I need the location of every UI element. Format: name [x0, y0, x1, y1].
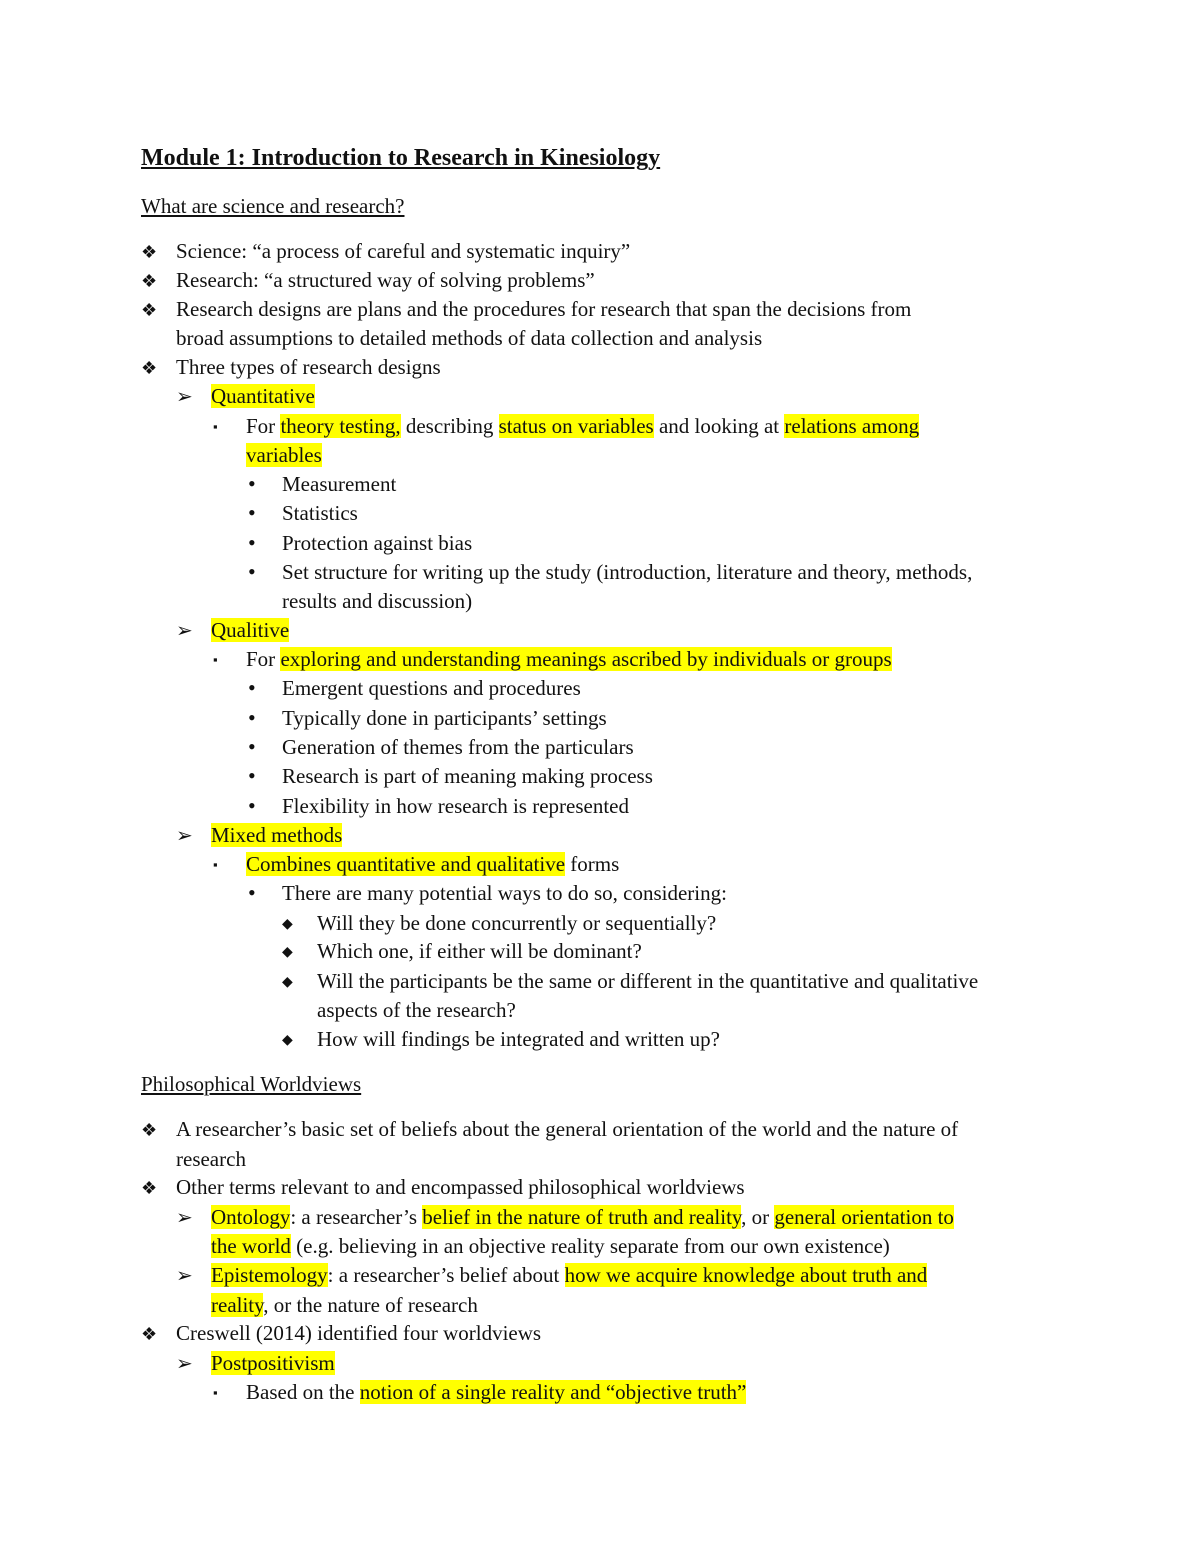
epistemology-line1: Epistemology: a researcher’s belief about how we acquire knowledge about truth and [211, 1263, 928, 1287]
ontology-line1: Ontology: a researcher’s belief in the nature of truth and reality, or general orientation to [211, 1205, 954, 1229]
bullet-level4: • [248, 734, 256, 759]
mixed-combines: Combines quantitative and qualitative forms [246, 852, 620, 876]
bullet-level2: ➢ [176, 386, 193, 408]
mixed-question-line1: Will the participants be the same or different in the quantitative and qualitative [317, 969, 979, 993]
quant-item-measurement: Measurement [282, 472, 397, 496]
qualitive-label: Qualitive [211, 618, 290, 642]
qual-item: Generation of themes from the particulars [282, 735, 634, 759]
bullet-level4: • [248, 763, 256, 788]
bullet-level4: • [248, 559, 256, 584]
bullet-level3: ▪ [213, 419, 218, 434]
quantitative-for-line2: variables [246, 443, 322, 467]
section-heading-worldviews: Philosophical Worldviews [141, 1072, 362, 1096]
qual-item: Typically done in participants’ settings [282, 706, 607, 730]
quant-item-statistics: Statistics [282, 501, 358, 525]
research-designs-line2: broad assumptions to detailed methods of data collection and analysis [176, 326, 763, 350]
quantitative-label: Quantitative [211, 384, 315, 408]
bullet-level3: ▪ [213, 1385, 218, 1400]
quant-item-structure-line2: results and discussion) [282, 589, 473, 613]
mixed-methods-label: Mixed methods [211, 823, 343, 847]
bullet-level5: ◆ [282, 975, 293, 990]
bullet-level2: ➢ [176, 1353, 193, 1375]
postpositivism-label: Postpositivism [211, 1351, 335, 1375]
bullet-level2: ➢ [176, 825, 193, 847]
quant-item-bias: Protection against bias [282, 531, 473, 555]
bullet-level2: ➢ [176, 1207, 193, 1229]
bullet-level5: ◆ [282, 1033, 293, 1048]
postpositivism-based: Based on the notion of a single reality and “objective truth” [246, 1380, 747, 1404]
bullet-level4: • [248, 500, 256, 525]
ontology-line2: the world (e.g. believing in an objective reality separate from our own existence) [211, 1234, 890, 1258]
bullet-level4: • [248, 675, 256, 700]
bullet-level1: ❖ [141, 1178, 158, 1198]
research-designs-line1: Research designs are plans and the procedures for research that span the decisions from [176, 297, 912, 321]
bullet-level4: • [248, 793, 256, 818]
science-definition: Science: “a process of careful and systematic inquiry” [176, 239, 631, 263]
bullet-level5: ◆ [282, 945, 293, 960]
bullet-level1: ❖ [141, 242, 158, 262]
bullet-level5: ◆ [282, 917, 293, 932]
qual-item: Emergent questions and procedures [282, 676, 581, 700]
bullet-level1: ❖ [141, 358, 158, 378]
qual-item: Flexibility in how research is represented [282, 794, 629, 818]
bullet-level4: • [248, 530, 256, 555]
section-heading-science: What are science and research? [141, 194, 405, 218]
mixed-question: Which one, if either will be dominant? [317, 939, 642, 963]
other-terms: Other terms relevant to and encompassed philosophical worldviews [176, 1175, 745, 1199]
bullet-level4: • [248, 705, 256, 730]
worldview-def-line2: research [176, 1147, 246, 1171]
qual-item: Research is part of meaning making process [282, 764, 653, 788]
creswell-text: Creswell (2014) identified four worldviews [176, 1321, 542, 1345]
page-title: Module 1: Introduction to Research in Kinesiology [141, 145, 661, 171]
bullet-level3: ▪ [213, 652, 218, 667]
bullet-level1: ❖ [141, 271, 158, 291]
mixed-question: How will findings be integrated and written up? [317, 1027, 720, 1051]
bullet-level4: • [248, 471, 256, 496]
bullet-level4: • [248, 880, 256, 905]
worldview-def-line1: A researcher’s basic set of beliefs about the general orientation of the world and the nature of [176, 1117, 959, 1141]
bullet-level3: ▪ [213, 857, 218, 872]
epistemology-line2: reality, or the nature of research [211, 1293, 478, 1317]
bullet-level2: ➢ [176, 620, 193, 642]
three-types-text: Three types of research designs [176, 355, 441, 379]
mixed-question: Will they be done concurrently or sequentially? [317, 911, 717, 935]
mixed-many-ways: There are many potential ways to do so, considering: [282, 881, 727, 905]
quant-item-structure-line1: Set structure for writing up the study (introduction, literature and theory, methods, [282, 560, 973, 584]
mixed-question-line2: aspects of the research? [317, 998, 516, 1022]
bullet-level1: ❖ [141, 1324, 158, 1344]
bullet-level1: ❖ [141, 1120, 158, 1140]
research-definition: Research: “a structured way of solving problems” [176, 268, 595, 292]
bullet-level1: ❖ [141, 300, 158, 320]
bullet-level2: ➢ [176, 1265, 193, 1287]
qualitive-for: For exploring and understanding meanings ascribed by individuals or groups [246, 647, 892, 671]
quantitative-for-line1: For theory testing, describing status on variables and looking at relations among [246, 414, 920, 438]
